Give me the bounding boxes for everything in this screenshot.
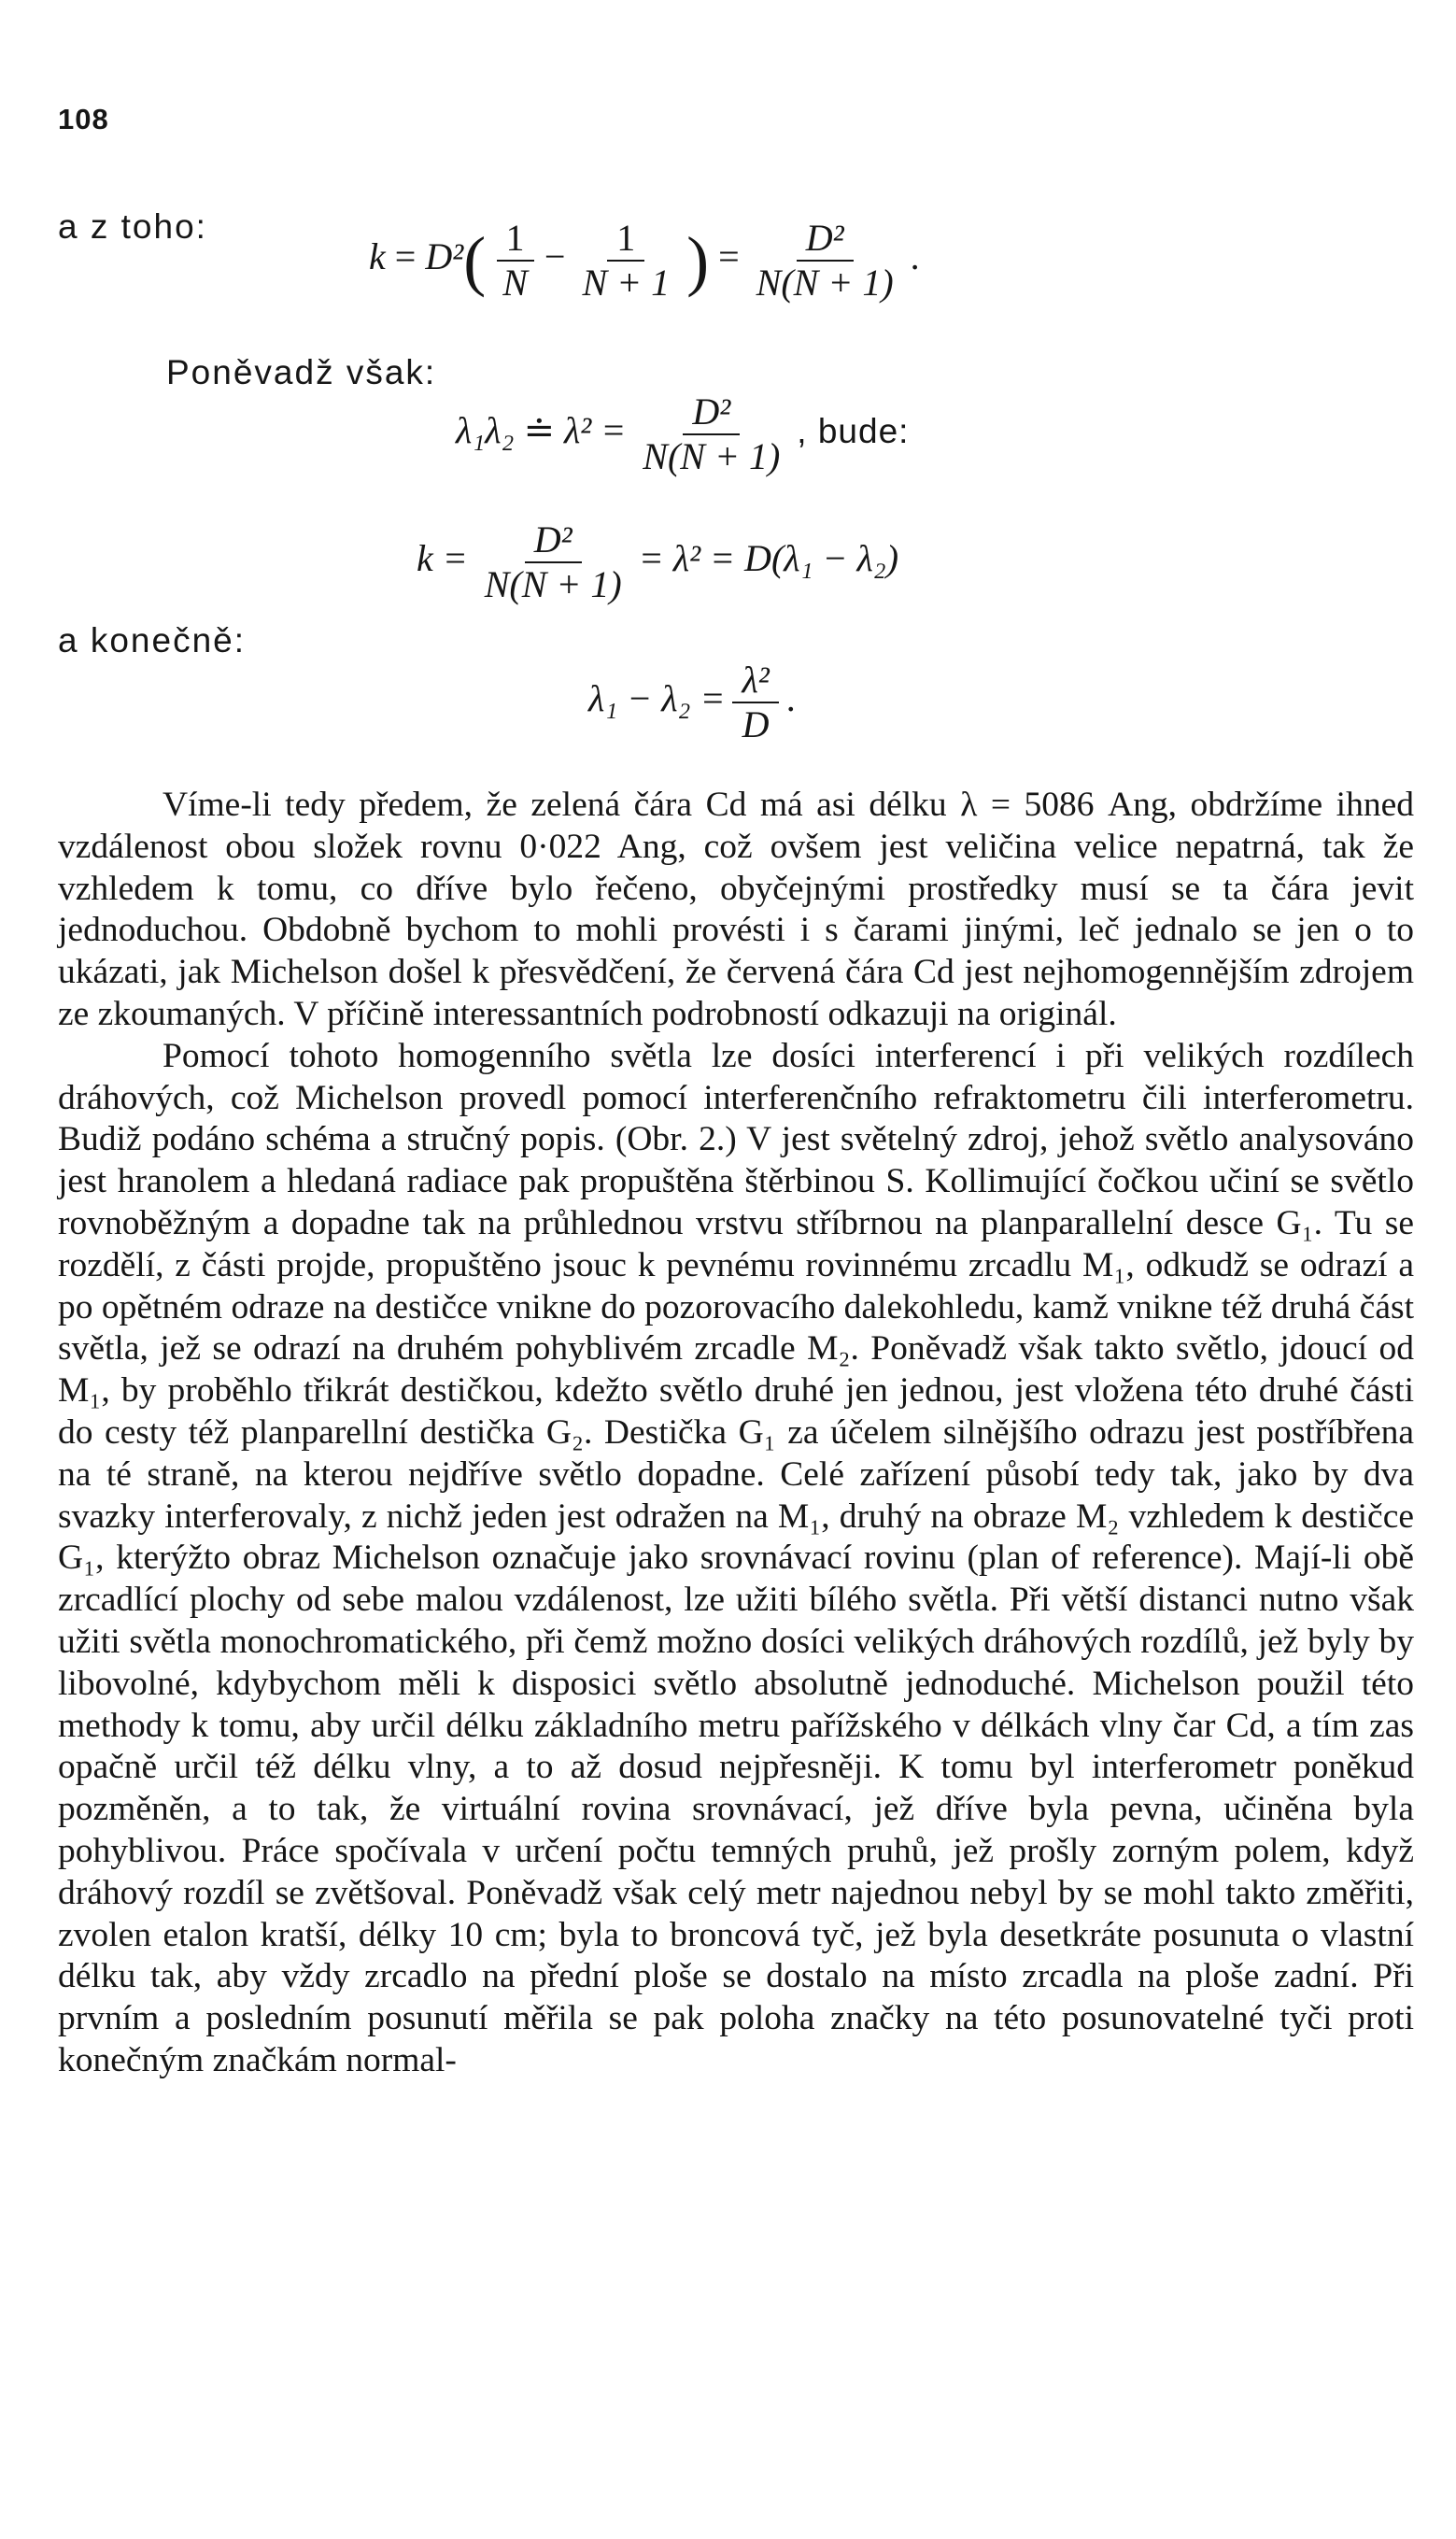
equation-k-lambda (417, 518, 898, 606)
eq1-frac3-numerator: D² (797, 217, 854, 262)
eq3-numerator: D² (525, 518, 582, 563)
eq4-denominator: D (742, 703, 770, 745)
body-text (58, 785, 1414, 2082)
eq3-fraction (475, 518, 631, 606)
eq1-d-squared: D² (425, 235, 464, 278)
eq2-bude: , bude: (797, 412, 910, 451)
eq1-frac2-numerator: 1 (607, 217, 644, 262)
label-and-finally: a konečně: (58, 621, 247, 660)
eq2-fraction (633, 390, 789, 478)
eq4-numerator: λ² (732, 659, 778, 703)
eq1-minus: − (544, 235, 566, 278)
equation-k-definition (369, 217, 920, 305)
paragraph-interferometer: Pomocí tohoto homogenního světla lze dosíci interferencí i při velikých rozdílech dráhových, což Michelson provedl pomocí interferenčního refraktometru čili interferometru. Budiž podáno schéma a stručný popis. (Obr. 2.) V jest světelný zdroj, jehož světlo analysováno jest hranolem a hledaná radiace pak propuštěna štěrbinou S. Kollimující čočkou učiní se světlo rovnoběžným a dopadne tak na průhlednou vrstvu stříbrnou na planparallelní desce G₁. Tu se rozdělí, z části projde, propuštěno jsouc k pevnému rovinnému zrcadlu M₁, odkudž se odrazí a po opětném odraze na destičce vnikne do pozorovacího dalekohledu, kamž vnikne též druhá část světla, jež se odrazí na druhém pohyblivém zrcadle M₂. Poněvadž však takto světlo, jdoucí od M₁, by proběhlo třikrát destičkou, kdežto světlo druhé jen jednou, jest vložena této druhé části do cesty též planparellní destička G₂. Destička G₁ za účelem silnějšího odrazu jest postříbřena na té straně, na kterou nejdříve světlo dopadne. Celé zařízení působí tedy tak, jako by dva svazky interferovaly, z nichž jeden jest odražen na M₁, druhý na obraze M₂ vzhledem k destičce G₁, kterýžto obraz Michelson označuje jako srovnávací rovinu (plan of reference). Mají-li obě zrcadlící plochy od sebe malou vzdálenost, lze užiti bílého světla. Při větší distanci nutno však užiti světla monochromatického, při čemž možno dosíci velikých dráhových rozdílů, jež byly by libovolné, kdybychom měli k disposici světlo absolutně jednoduché. Michelson použil této methody k tomu, aby určil délku základního metru pařížského v délkách vlny čar Cd, a tím zas opačně určil též délku vlny, a to až dosud nejpřesněji. K tomu byl interferometr poněkud pozměněn, a to tak, že virtuální rovina srovnávací, jež dříve byla pevna, učiněna byla pohyblivou. Práce spočívala v určení počtu temných pruhů, jež prošly zorným polem, když dráhový rozdíl se zvětšoval. Poněvadž však celý metr najednou nebyl by se mohl takto změřiti, zvolen etalon kratší, délky 10 cm; byla to broncová tyč, jež byla desetkráte posunuta o vlastní délku tak, aby vždy zrcadlo na přední ploše se dostalo na místo zrcadla na ploše zadní. Při prvním a posledním posunutí měřila se pak poloha značky na této posunovatelné tyči proti konečným značkám normal- (58, 1036, 1414, 2079)
label-since-however: Poněvadž však: (166, 353, 437, 391)
equation-lambda-product (456, 390, 909, 478)
eq1-frac2-denominator: N + 1 (582, 262, 671, 304)
eq1-frac3-denominator: N(N + 1) (756, 262, 894, 304)
paragraph-cd-line: Víme-li tedy předem, že zelená čára Cd má asi délku λ = 5086 Ang, obdržíme ihned vzdálenost obou složek rovnu 0·022 Ang, což ovšem jest veličina velice nepatrná, tak že vzhledem k tomu, co dříve bylo řečeno, obyčejnými prostředky musí se ta čára jevit jednoduchou. Obdobně bychom to mohli provésti i s čarami jinými, leč jednalo se jen o to ukázati, jak Michelson došel k přesvědčení, že červená čára Cd jest nejhomogennějším zdrojem ze zkoumaných. V příčině interessantních podrobností odkazuji na originál. (58, 786, 1414, 1033)
eq2-lhs: λ₁λ₂ ≐ λ² = (456, 409, 627, 452)
eq1-period: . (910, 235, 920, 278)
eq1-frac1-numerator: 1 (497, 217, 534, 262)
eq1-fraction-1-over-n (493, 217, 537, 305)
eq3-denominator: N(N + 1) (484, 563, 622, 605)
eq1-equals: = (394, 235, 417, 278)
eq1-equals-2: = (718, 235, 740, 278)
eq4-period: . (785, 677, 796, 720)
page-number: 108 (58, 103, 109, 135)
eq4-fraction (732, 659, 778, 746)
eq1-paren-open: ( (463, 223, 487, 298)
eq3-lhs: k = (417, 537, 468, 580)
eq1-frac1-denominator: N (502, 262, 528, 304)
equation-lambda-difference (588, 659, 796, 746)
eq2-denominator: N(N + 1) (643, 435, 781, 477)
eq1-fraction-1-over-n-plus-1 (573, 217, 679, 305)
label-and-from-that: a z toho: (58, 207, 207, 246)
eq1-fraction-result (747, 217, 903, 305)
eq3-rhs: = λ² = D(λ₁ − λ₂) (638, 537, 899, 580)
eq2-numerator: D² (683, 390, 740, 435)
eq1-k: k (369, 235, 386, 278)
eq4-lhs: λ₁ − λ₂ = (588, 677, 726, 720)
eq1-paren-close: ) (686, 223, 710, 298)
